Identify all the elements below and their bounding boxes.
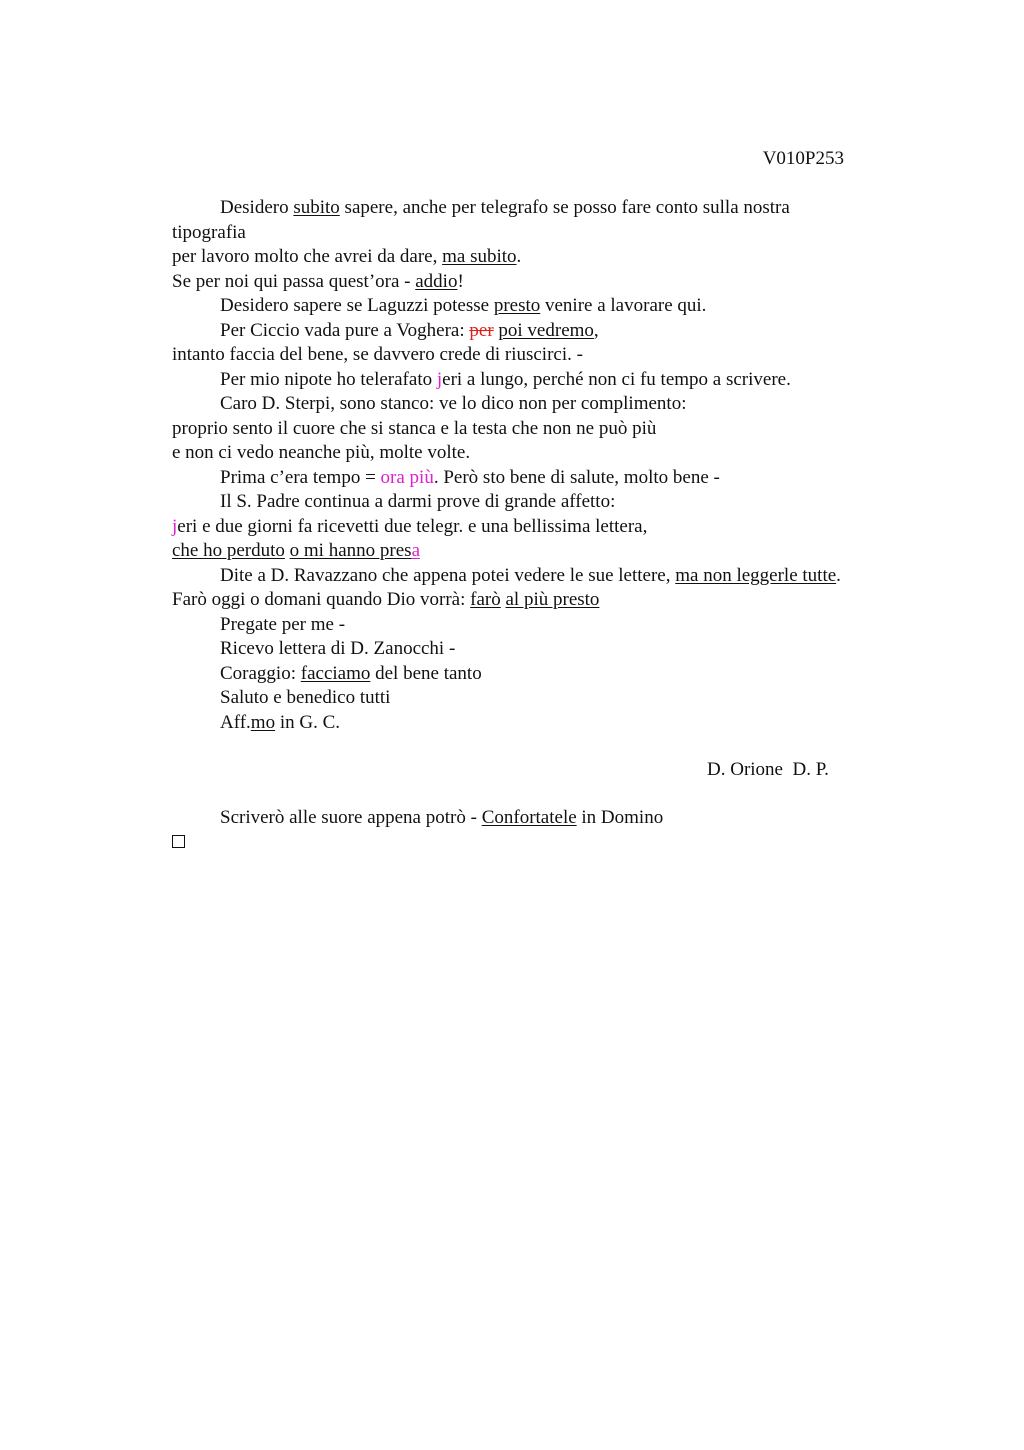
underlined-text: facciamo bbox=[300, 662, 371, 684]
text-run: Aff. bbox=[220, 711, 251, 733]
document-reference: V010P253 bbox=[762, 148, 844, 169]
underlined-text: che ho perduto bbox=[172, 540, 285, 561]
underlined-text: farò bbox=[470, 589, 501, 610]
letter-line bbox=[172, 711, 912, 736]
text-run: e non ci vedo neanche più, molte volte. bbox=[172, 442, 471, 463]
postscript bbox=[172, 806, 912, 831]
letter-line bbox=[172, 294, 912, 319]
text-run: Per mio nipote ho telerafato bbox=[220, 368, 437, 390]
letter-line bbox=[172, 662, 912, 687]
letter-line bbox=[172, 221, 912, 246]
letter-line bbox=[172, 539, 912, 564]
letter-line bbox=[172, 319, 912, 344]
letter-line bbox=[172, 343, 912, 368]
text-run: Saluto e benedico tutti bbox=[220, 687, 391, 708]
signature: D. Orione D. P. bbox=[707, 759, 829, 780]
underlined-text: Confortatele bbox=[481, 807, 577, 828]
letter-body bbox=[172, 196, 912, 735]
letter-line bbox=[172, 564, 912, 589]
text-run: Dite a D. Ravazzano che appena potei vedere le sue lettere, bbox=[220, 564, 676, 586]
text-run: Desidero sapere se Laguzzi potesse bbox=[220, 295, 494, 316]
text-run: in Domino bbox=[576, 807, 664, 828]
letter-line bbox=[172, 588, 912, 613]
text-run: venire a lavorare qui. bbox=[540, 295, 707, 316]
letter-line bbox=[172, 613, 912, 638]
letter-line bbox=[172, 368, 912, 393]
underlined-text: mo bbox=[250, 711, 276, 733]
text-run: intanto faccia del bene, se davvero crede di riuscirci. - bbox=[172, 344, 583, 365]
text-run: tipografia bbox=[172, 221, 246, 243]
text-run: sapere, anche per telegrafo se posso fare conto sulla nostra bbox=[339, 197, 790, 218]
text-run: Il S. Padre continua a darmi prove di grande affetto: bbox=[220, 491, 616, 512]
annotation-text: ora più bbox=[380, 466, 434, 488]
text-run: ! bbox=[457, 270, 464, 292]
underlined-text: ma non leggerle tutte bbox=[675, 564, 837, 586]
text-run: , bbox=[593, 319, 599, 341]
underlined-annotation-text: a bbox=[411, 540, 420, 561]
text-run: Caro D. Sterpi, sono stanco: ve lo dico non per complimento: bbox=[220, 393, 687, 414]
checkbox-square-icon bbox=[172, 835, 185, 848]
text-run: Scriverò alle suore appena potrò - bbox=[220, 807, 482, 828]
letter-line bbox=[172, 245, 912, 270]
letter-line bbox=[172, 515, 912, 540]
underlined-text: o mi hanno pres bbox=[289, 540, 412, 561]
underlined-text: addio bbox=[415, 270, 458, 292]
letter-line bbox=[172, 637, 912, 662]
text-run: eri e due giorni fa ricevetti due telegr. e una bellissima lettera, bbox=[177, 515, 648, 537]
postscript-line bbox=[172, 806, 912, 831]
text-run: . Però sto bene di salute, molto bene - bbox=[433, 466, 720, 488]
text-run: del bene tanto bbox=[370, 662, 482, 684]
letter-line bbox=[172, 196, 912, 221]
text-run: Pregate per me - bbox=[220, 613, 346, 635]
text-run: Farò oggi o domani quando Dio vorrà: bbox=[172, 589, 471, 610]
text-run: Coraggio: bbox=[220, 662, 301, 684]
text-run: Prima c’era tempo = bbox=[220, 466, 381, 488]
underlined-text: ma subito bbox=[442, 246, 517, 267]
text-run: Ricevo lettera di D. Zanocchi - bbox=[220, 638, 456, 659]
letter-line bbox=[172, 686, 912, 711]
text-run: Se per noi qui passa quest’ora - bbox=[172, 270, 416, 292]
letter-line bbox=[172, 270, 912, 295]
letter-line bbox=[172, 417, 912, 442]
letter-line bbox=[172, 466, 912, 491]
deleted-text: per bbox=[469, 319, 494, 341]
text-run: in G. C. bbox=[275, 711, 341, 733]
letter-line bbox=[172, 490, 912, 515]
text-run: proprio sento il cuore che si stanca e la testa che non ne può più bbox=[172, 417, 657, 439]
text-run: . bbox=[516, 246, 522, 267]
text-run: eri a lungo, perché non ci fu tempo a scrivere. bbox=[442, 368, 791, 390]
text-run: Desidero bbox=[220, 197, 294, 218]
text-run: . bbox=[836, 564, 841, 586]
text-run: per lavoro molto che avrei da dare, bbox=[172, 246, 443, 267]
underlined-text: poi vedremo bbox=[498, 319, 594, 341]
text-run: Per Ciccio vada pure a Voghera: bbox=[220, 319, 470, 341]
underlined-text: subito bbox=[293, 197, 340, 218]
underlined-text: presto bbox=[493, 295, 541, 316]
letter-line bbox=[172, 441, 912, 466]
annotation-text: j bbox=[436, 368, 443, 390]
annotation-text: j bbox=[172, 515, 178, 537]
underlined-text: al più presto bbox=[505, 589, 600, 610]
letter-line bbox=[172, 392, 912, 417]
